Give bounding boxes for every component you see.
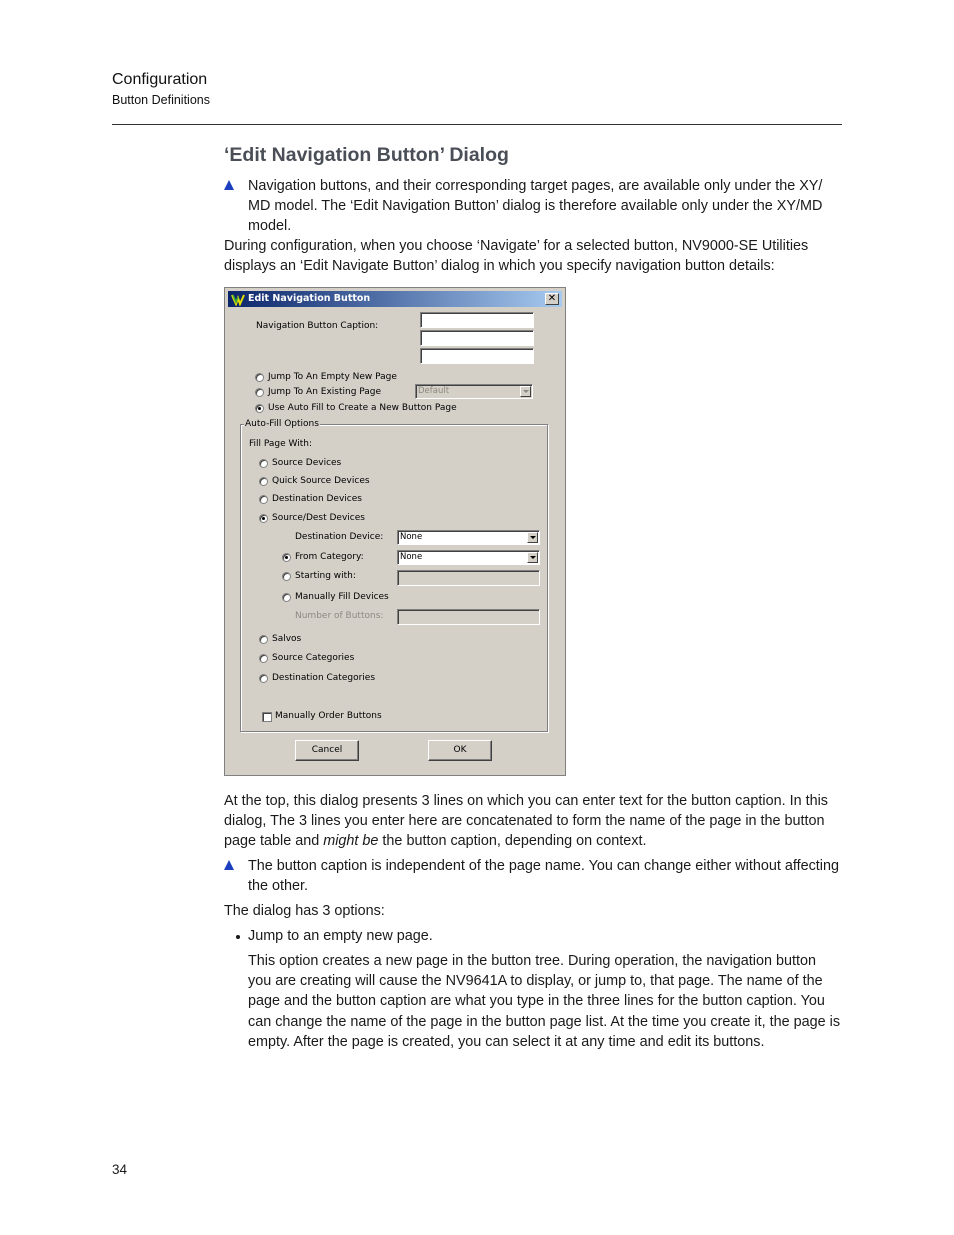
radio-destination-devices-label: Destination Devices bbox=[272, 494, 362, 504]
radio-starting-with[interactable] bbox=[282, 572, 291, 581]
note-triangle-icon bbox=[224, 180, 234, 190]
running-header-section: Button Definitions bbox=[112, 93, 210, 107]
destination-device-label: Destination Device: bbox=[295, 532, 384, 542]
existing-page-value: Default bbox=[418, 386, 450, 396]
auto-fill-options-label: Auto-Fill Options bbox=[245, 419, 319, 429]
note-caption-independent bbox=[224, 856, 842, 896]
caption-paragraph bbox=[224, 791, 842, 852]
ok-button[interactable]: OK bbox=[428, 740, 492, 761]
radio-auto-fill-label: Use Auto Fill to Create a New Button Page bbox=[268, 403, 457, 413]
radio-source-dest-devices-label: Source/Dest Devices bbox=[272, 513, 365, 523]
note-xy-md bbox=[224, 176, 842, 237]
caption-label: Navigation Button Caption: bbox=[256, 321, 379, 331]
from-category-select[interactable] bbox=[397, 550, 540, 565]
manually-order-label: Manually Order Buttons bbox=[275, 711, 382, 721]
header-rule bbox=[112, 124, 842, 125]
caption-line-3-input[interactable] bbox=[420, 348, 534, 364]
existing-page-select[interactable] bbox=[415, 384, 533, 399]
options-intro: The dialog has 3 options: bbox=[224, 903, 385, 919]
number-of-buttons-label: Number of Buttons: bbox=[295, 611, 384, 621]
radio-source-devices-label: Source Devices bbox=[272, 458, 342, 468]
dialog-title-bar bbox=[228, 291, 562, 307]
radio-source-categories[interactable] bbox=[259, 654, 268, 663]
note-text: Navigation buttons, and their corresponding target pages, are available only under the XY/ MD model. The ‘Edit Navigation Button’ dialog is therefore available only under the XY/MD model. bbox=[248, 178, 823, 235]
radio-source-categories-label: Source Categories bbox=[272, 653, 355, 663]
intro-paragraph: During configuration, when you choose ‘Navigate’ for a selected button, NV9000-SE Utilities displays an ‘Edit Navigate Button’ dialog in which you specify navigation button details: bbox=[224, 238, 809, 275]
radio-salvos[interactable] bbox=[259, 635, 268, 644]
radio-destination-devices[interactable] bbox=[259, 495, 268, 504]
radio-from-category[interactable] bbox=[282, 553, 291, 562]
note-text: The button caption is independent of the page name. You can change either without affecting the other. bbox=[248, 858, 839, 895]
from-category-label: From Category: bbox=[295, 552, 364, 562]
cancel-button[interactable]: Cancel bbox=[295, 740, 359, 761]
radio-source-dest-devices[interactable] bbox=[259, 514, 268, 523]
from-category-value: None bbox=[400, 552, 423, 562]
number-of-buttons-input[interactable] bbox=[397, 609, 540, 625]
section-heading: ‘Edit Navigation Button’ Dialog bbox=[224, 144, 509, 166]
caption-paragraph-emphasis: might be bbox=[323, 833, 379, 850]
destination-device-select[interactable] bbox=[397, 530, 540, 545]
caption-paragraph-part2: the button caption, depending on context. bbox=[378, 833, 647, 850]
option-description: This option creates a new page in the button tree. During operation, the navigation button you are creating will cause the NV9641A to display, or jump to, that page. The name of the page and the button caption are what you type in the three lines for the button caption. You can change the name of the page in the button page list. At the time you create it, the page is empty. After the page is created, you can select it at any time and edit its buttons. bbox=[248, 953, 841, 1050]
caption-paragraph-part1: At the top, this dialog presents 3 lines on which you can enter text for the button caption. In this dialog, The 3 lines you enter here are concatenated to form the name of the page in the button page table and bbox=[224, 793, 828, 850]
radio-quick-source-devices-label: Quick Source Devices bbox=[272, 476, 370, 486]
radio-auto-fill[interactable] bbox=[255, 404, 264, 413]
radio-quick-source-devices[interactable] bbox=[259, 477, 268, 486]
starting-with-input[interactable] bbox=[397, 570, 540, 586]
manually-order-checkbox[interactable] bbox=[262, 712, 272, 722]
caption-line-1-input[interactable] bbox=[420, 312, 534, 328]
caption-line-2-input[interactable] bbox=[420, 330, 534, 346]
radio-empty-new-page[interactable] bbox=[255, 373, 264, 382]
page-number: 34 bbox=[112, 1162, 128, 1177]
bullet-item: Jump to an empty new page. bbox=[248, 928, 433, 944]
radio-destination-categories-label: Destination Categories bbox=[272, 673, 376, 683]
radio-manually-fill[interactable] bbox=[282, 593, 291, 602]
close-icon[interactable]: ✕ bbox=[545, 293, 559, 305]
radio-destination-categories[interactable] bbox=[259, 674, 268, 683]
destination-device-value: None bbox=[400, 532, 423, 542]
manually-fill-label: Manually Fill Devices bbox=[295, 592, 389, 602]
radio-salvos-label: Salvos bbox=[272, 634, 302, 644]
chevron-down-icon[interactable] bbox=[527, 552, 538, 563]
dialog-title: Edit Navigation Button bbox=[248, 293, 371, 304]
running-header-chapter: Configuration bbox=[112, 71, 208, 88]
chevron-down-icon[interactable] bbox=[520, 386, 531, 397]
note-triangle-icon bbox=[224, 860, 234, 870]
bullet-dot-icon bbox=[236, 935, 240, 939]
fill-page-with-label: Fill Page With: bbox=[249, 439, 312, 449]
edit-navigation-button-dialog bbox=[224, 287, 566, 776]
chevron-down-icon[interactable] bbox=[527, 532, 538, 543]
radio-empty-new-page-label: Jump To An Empty New Page bbox=[268, 372, 397, 382]
radio-existing-page-label: Jump To An Existing Page bbox=[268, 387, 382, 397]
app-icon bbox=[231, 292, 245, 306]
starting-with-label: Starting with: bbox=[295, 571, 356, 581]
radio-existing-page[interactable] bbox=[255, 388, 264, 397]
radio-source-devices[interactable] bbox=[259, 459, 268, 468]
